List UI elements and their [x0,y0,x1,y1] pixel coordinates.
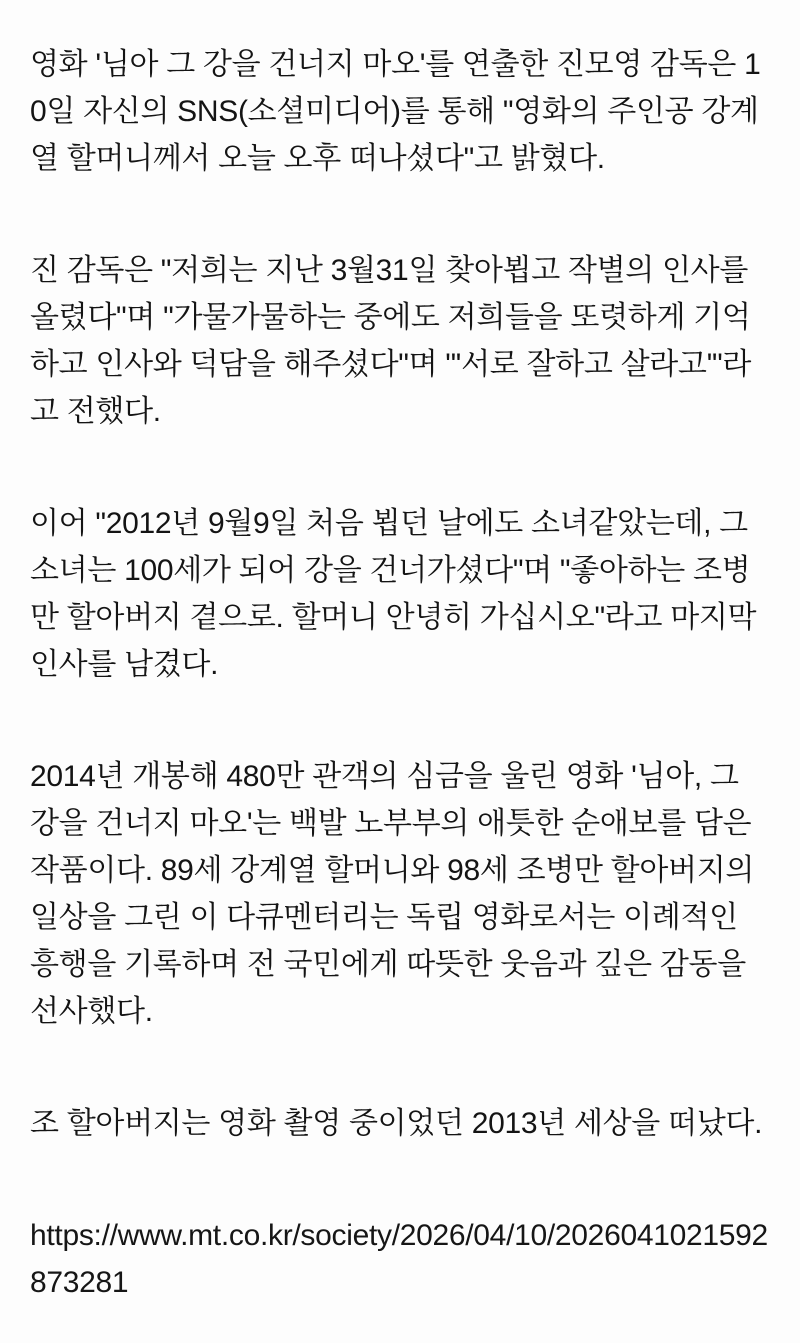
source-url-link[interactable]: https://www.mt.co.kr/society/2026/04/10/2026041021592873281 [30,1219,768,1299]
article-paragraph-2: 진 감독은 "저희는 지난 3월31일 찾아뵙고 작별의 인사를 올렸다"며 "가물가물하는 중에도 저희들을 또렷하게 기억하고 인사와 덕담을 해주셨다"며 "'서로 잘하고 살라고'"라고 전했다. [30,254,752,428]
article-paragraph-4: 2014년 개봉해 480만 관객의 심금을 울린 영화 '님아, 그 강을 건너지 마오'는 백발 노부부의 애틋한 순애보를 담은 작품이다. 89세 강계열 할머니와 98세 조병만 할아버지의 일상을 그린 이 다큐멘터리는 독립 영화로서는 이례적인 흥행을 기록하며 전 국민에게 따뜻한 웃음과 깊은 감동을 선사했다. [30,760,755,1028]
article-paragraph-5: 조 할아버지는 영화 촬영 중이었던 2013년 세상을 떠났다. [30,1107,763,1140]
article-paragraph-3: 이어 "2012년 9월9일 처음 뵙던 날에도 소녀같았는데, 그 소녀는 100세가 되어 강을 건너가셨다"며 "좋아하는 조병만 할아버지 곁으로. 할머니 안녕히 가십시오"라고 마지막 인사를 남겼다. [30,507,757,681]
article-paragraph-1: 영화 '님아 그 강을 건너지 마오'를 연출한 진모영 감독은 10일 자신의 SNS(소셜미디어)를 통해 "영화의 주인공 강계열 할머니께서 오늘 오후 떠나셨다"고 밝혔다. [30,48,761,175]
